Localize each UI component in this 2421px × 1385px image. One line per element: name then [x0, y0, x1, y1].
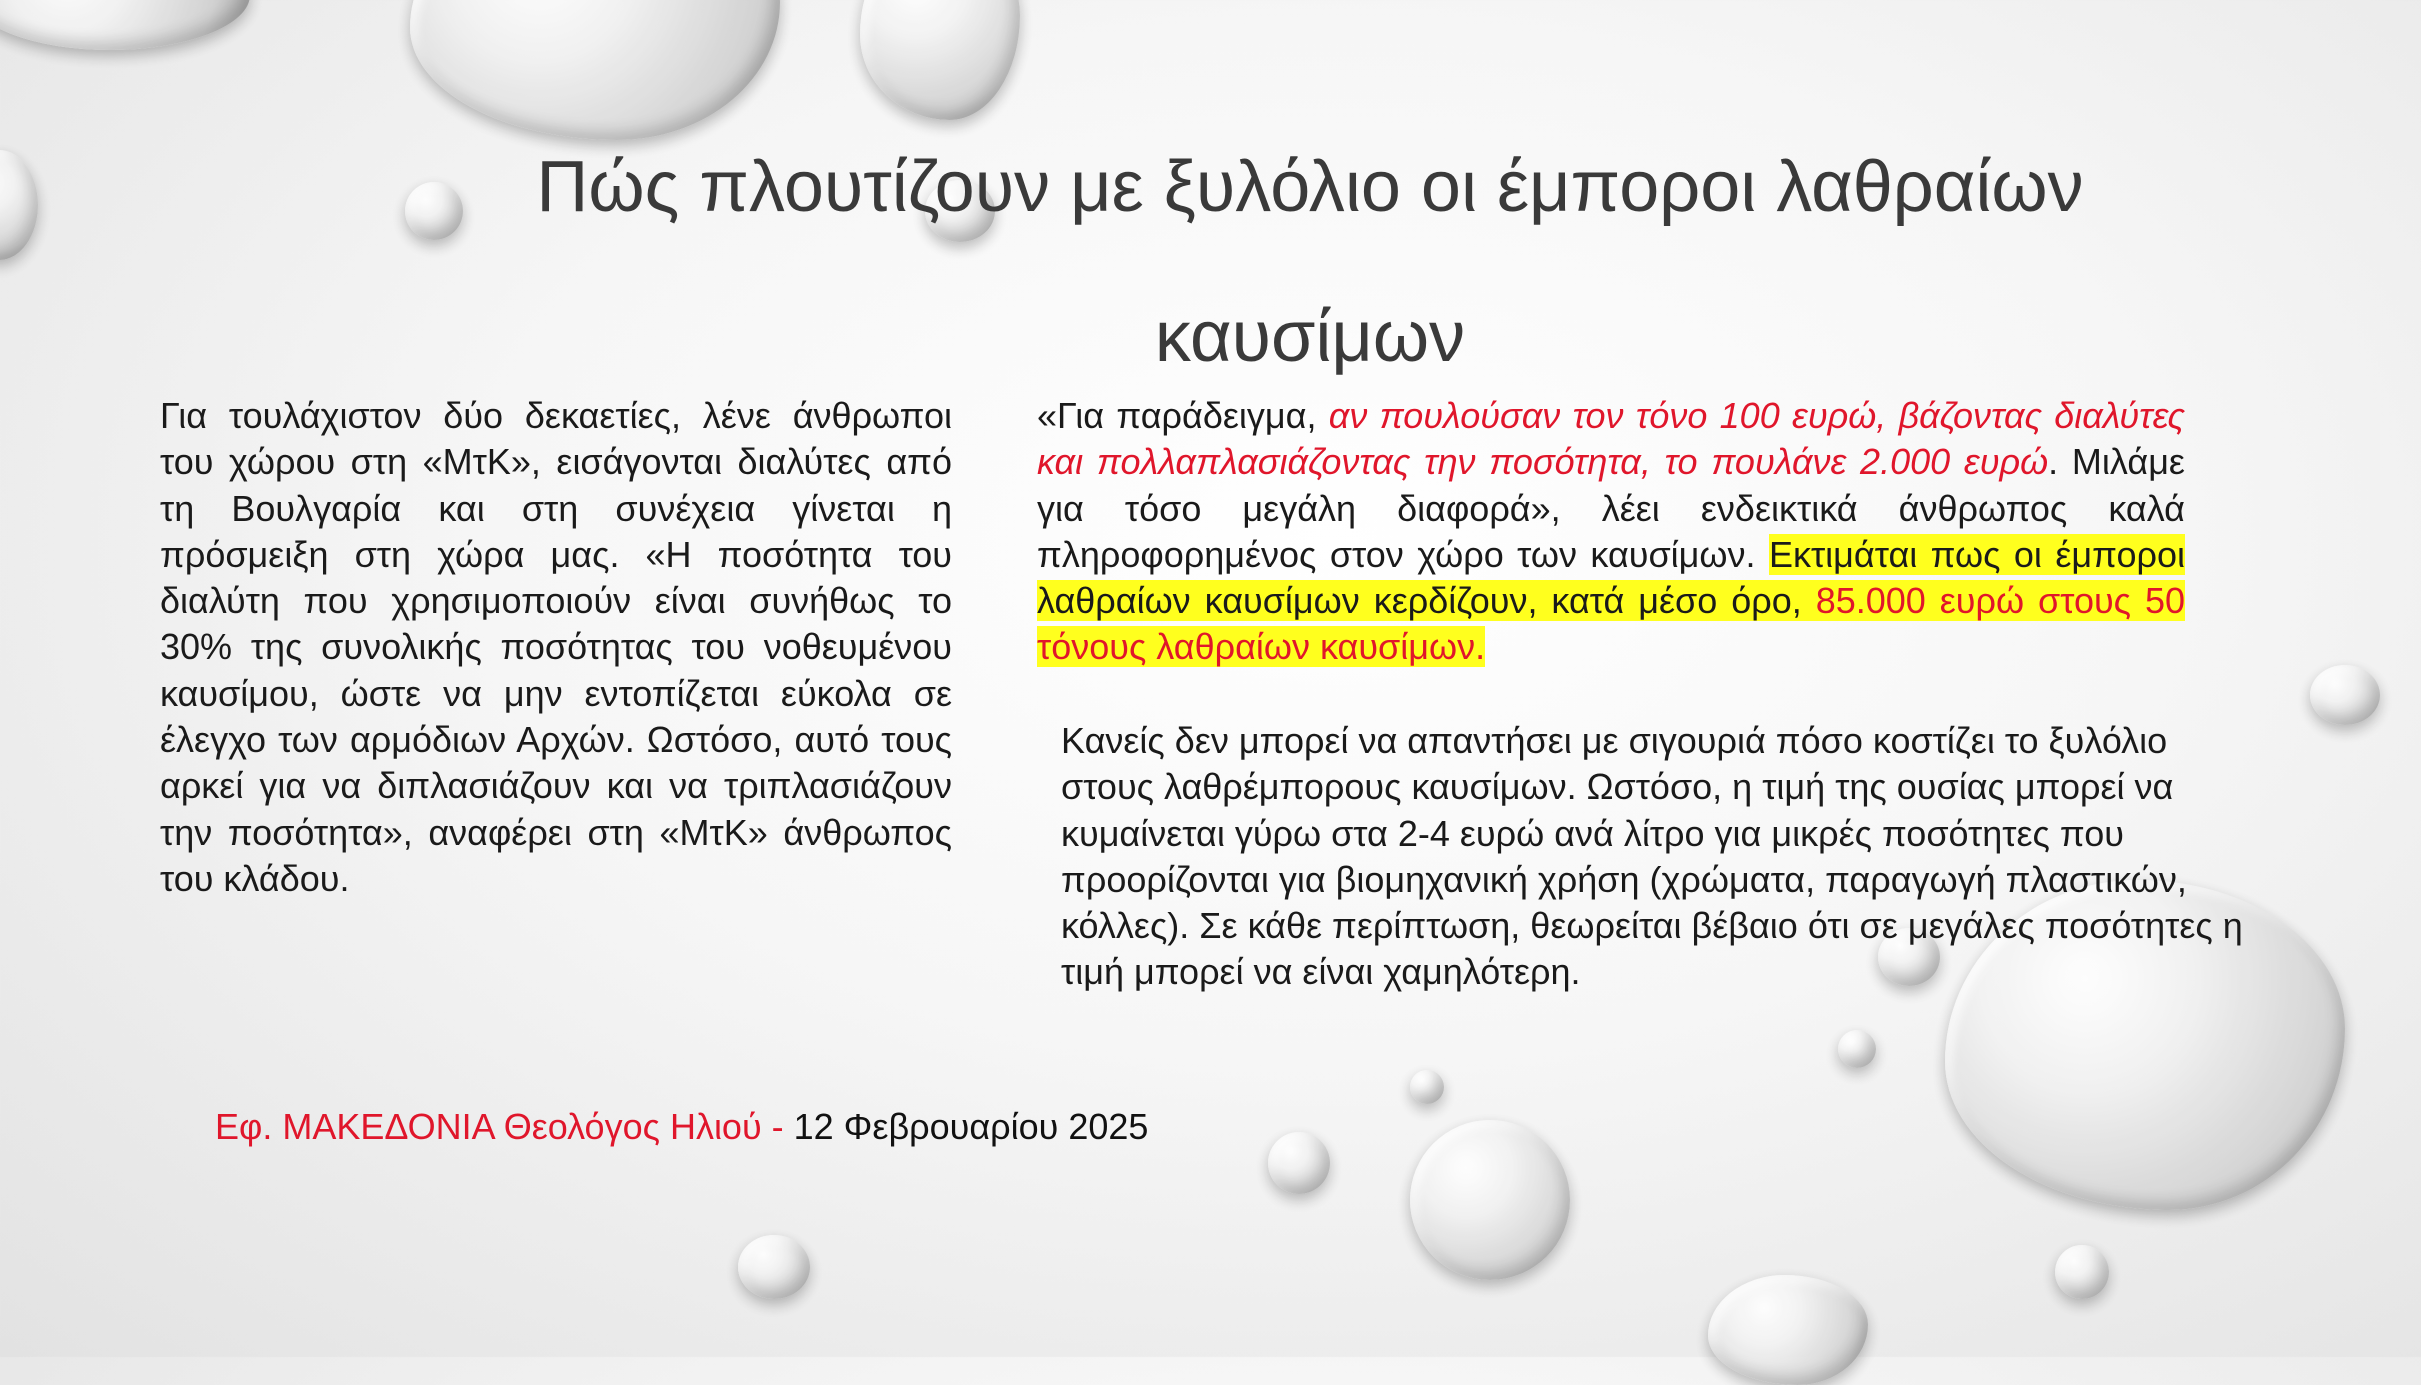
water-drop	[1708, 1275, 1868, 1385]
quote-red-italic: αν πουλούσαν τον τόνο 100 ευρώ, βάζοντας διαλύτες και πολλαπλασιάζοντας την ποσότητα, το πουλάνε 2.000 ευρώ	[1037, 395, 2185, 483]
source-date: 12 Φεβρουαρίου 2025	[793, 1106, 1149, 1147]
right-paragraph-2: Κανείς δεν μπορεί να απαντήσει με σιγουριά πόσο κοστίζει το ξυλόλιο στους λαθρέμπορους καυσίμων. Ωστόσο, η τιμή της ουσίας μπορεί να κυμαίνεται γύρω στα 2-4 ευρώ ανά λίτρο για μικρές ποσότητες που προορίζονται για βιομηχανική χρήση (χρώματα, παραγωγή πλαστικών, κόλλες). Σε κάθε περίπτωση, θεωρείται βέβαιο ότι σε μεγάλες ποσότητες η τιμή μπορεί να είναι χαμηλότερη.	[1061, 720, 2243, 993]
water-drop	[1838, 1030, 1876, 1068]
quote-start: «Για παράδειγμα,	[1037, 395, 1329, 436]
quote-mid: . Μιλάμε για τόσο μεγάλη διαφορά», λέει ενδεικτικά άνθρωπος καλά πληροφορημένος στον χώρο των καυσίμων.	[1037, 441, 2185, 575]
right-text-column	[1037, 393, 2185, 671]
water-drop	[1410, 1120, 1570, 1280]
water-drop	[738, 1235, 810, 1299]
left-text-column	[160, 393, 952, 902]
source-citation	[215, 1106, 1148, 1148]
highlighted-profit: 85.000 ευρώ στους 50 τόνους λαθραίων καυσίμων.	[1037, 580, 2186, 668]
water-drop	[1268, 1132, 1330, 1194]
highlighted-estimate: Εκτιμάται πως οι έμποροι λαθραίων καυσίμων κερδίζουν, κατά μέσο όρο,	[1037, 533, 2185, 622]
left-paragraph: Για τουλάχιστον δύο δεκαετίες, λένε άνθρωποι του χώρου στη «ΜτΚ», εισάγονται διαλύτες από τη Βουλγαρία και στη συνέχεια γίνεται η πρόσμειξη στη χώρα μας. «Η ποσότητα του διαλύτη που χρησιμοποιούν είναι συνήθως το 30% της συνολικής ποσότητας του νοθευμένου καυσίμου, ώστε να μην εντοπίζεται εύκολα σε έλεγχο των αρμόδιων Αρχών. Ωστόσο, αυτό τους αρκεί για να διπλασιάζουν και να τριπλασιάζουν την ποσότητα», αναφέρει στη «ΜτΚ» άνθρωπος του κλάδου.	[160, 395, 952, 899]
slide-title: Πώς πλουτίζουν με ξυλόλιο οι έμποροι λαθραίων καυσίμων	[536, 147, 2084, 377]
water-drop	[0, 0, 250, 50]
water-drop	[1410, 1070, 1444, 1104]
water-drop	[2310, 665, 2380, 725]
water-drop	[860, 0, 1020, 120]
water-drop	[2055, 1245, 2109, 1299]
source-label: Εφ. ΜΑΚΕΔΟΝΙΑ Θεολόγος Ηλιού -	[215, 1106, 794, 1147]
water-drop	[0, 150, 38, 260]
